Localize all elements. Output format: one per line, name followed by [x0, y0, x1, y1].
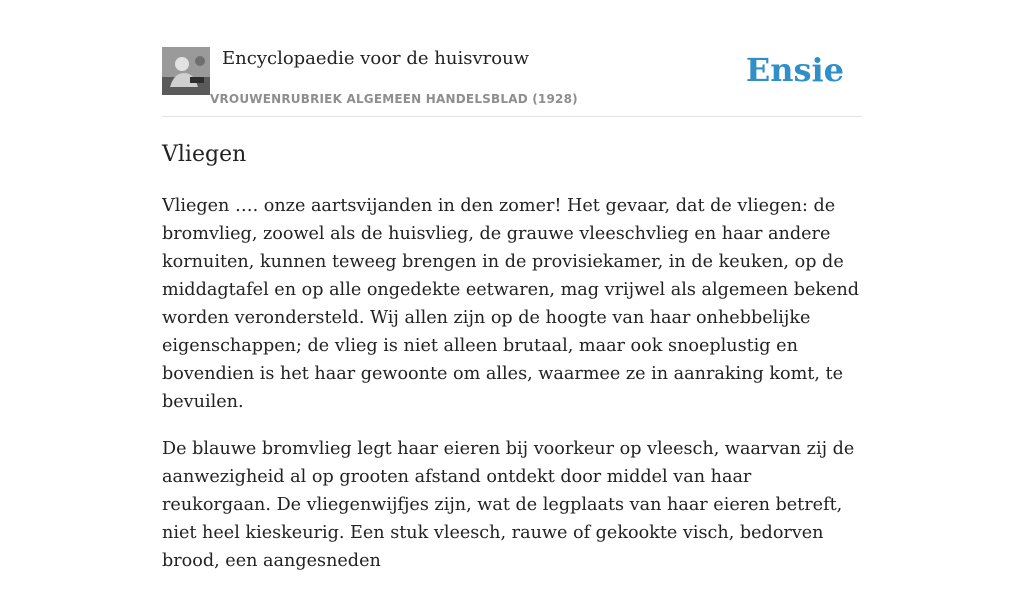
article-title: Vliegen	[162, 142, 247, 167]
article-paragraph-2: De blauwe bromvlieg legt haar eieren bij voorkeur op vleesch, waarvan zij de aanwezigheid al op grooten afstand ontdekt door middel van haar reukorgaan. De vliegenwijfjes zijn, wat de legplaats van haar eieren betreft, niet heel kieskeurig. Een stuk vleesch, rauwe of gekookte visch, bedorven brood, een aangesneden	[162, 439, 855, 571]
site-subtitle: VROUWENRUBRIEK ALGEMEEN HANDELSBLAD (1928)	[210, 92, 578, 106]
avatar[interactable]	[162, 47, 210, 95]
site-title[interactable]: Encyclopaedie voor de huisvrouw	[222, 48, 530, 69]
portrait-photo-icon	[162, 47, 210, 95]
site-header	[162, 46, 862, 117]
brand-logo-link[interactable]: Ensie	[745, 51, 844, 89]
article-body	[162, 192, 862, 594]
article-paragraph-1: Vliegen …. onze aartsvijanden in den zomer! Het gevaar, dat de vliegen: de bromvlieg, zoowel als de huisvlieg, de grauwe vleeschvlieg en haar andere kornuiten, kunnen teweeg brengen in de provisiekamer, in de keuken, op de middagtafel en op alle ongedekte eetwaren, mag vrijwel als algemeen bekend worden verondersteld. Wij allen zijn op de hoogte van haar onhebbelijke eigenschappen; de vlieg is niet alleen brutaal, maar ook snoeplustig en bovendien is het haar gewoonte om alles, waarmee ze in aanraking komt, te bevuilen.	[162, 196, 860, 412]
